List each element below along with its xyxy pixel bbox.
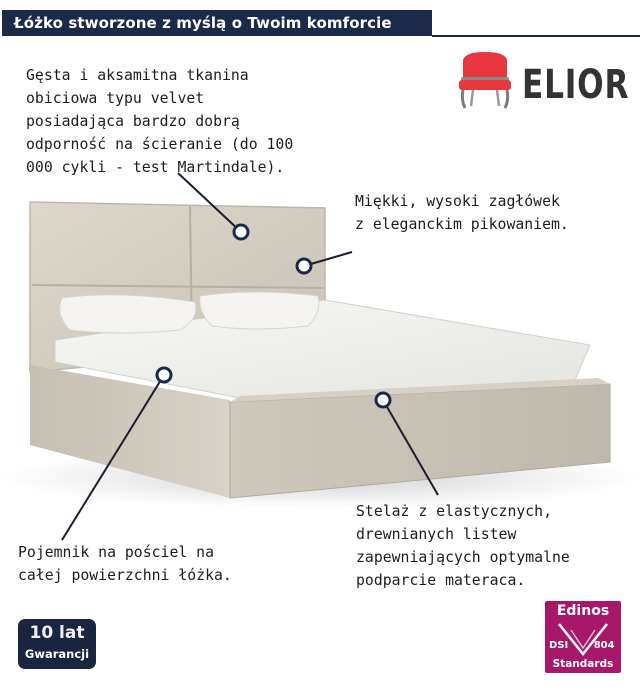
edinos-code: 804 xyxy=(593,640,615,651)
callout-storage: Pojemnik na pościel na całej powierzchni łóżka. xyxy=(18,544,232,584)
edinos-name: Edinos xyxy=(556,603,610,619)
marker-frame xyxy=(376,393,390,407)
edinos-dsi: DSI xyxy=(549,640,569,651)
edinos-standards: Standards xyxy=(552,658,614,670)
callout-headboard: Miękki, wysoki zagłówek z eleganckim pikowaniem. xyxy=(355,193,569,233)
brand-name: ELIOR xyxy=(522,62,630,108)
callout-fabric: Gęsta i aksamitna tkanina obiciowa typu velvet posiadająca bardzo dobrą odporność na ścieranie (do 100 000 cykli - test Martindale). xyxy=(26,67,294,176)
warranty-label: Gwarancji xyxy=(24,647,90,661)
callout-frame: Stelaż z elastycznych, drewnianych listew zapewniających optymalne podparcie materaca. xyxy=(356,503,570,589)
leader-fabric xyxy=(178,173,241,232)
marker-storage xyxy=(157,368,171,382)
leader-storage xyxy=(62,375,164,540)
page-title: Łóżko stworzone z myślą o Twoim komforcie xyxy=(2,10,432,36)
warranty-badge xyxy=(18,619,96,669)
leader-frame xyxy=(383,400,438,495)
warranty-years: 10 lat xyxy=(29,623,85,643)
marker-fabric xyxy=(234,225,248,239)
edinos-badge xyxy=(545,601,621,673)
marker-headboard xyxy=(297,259,311,273)
